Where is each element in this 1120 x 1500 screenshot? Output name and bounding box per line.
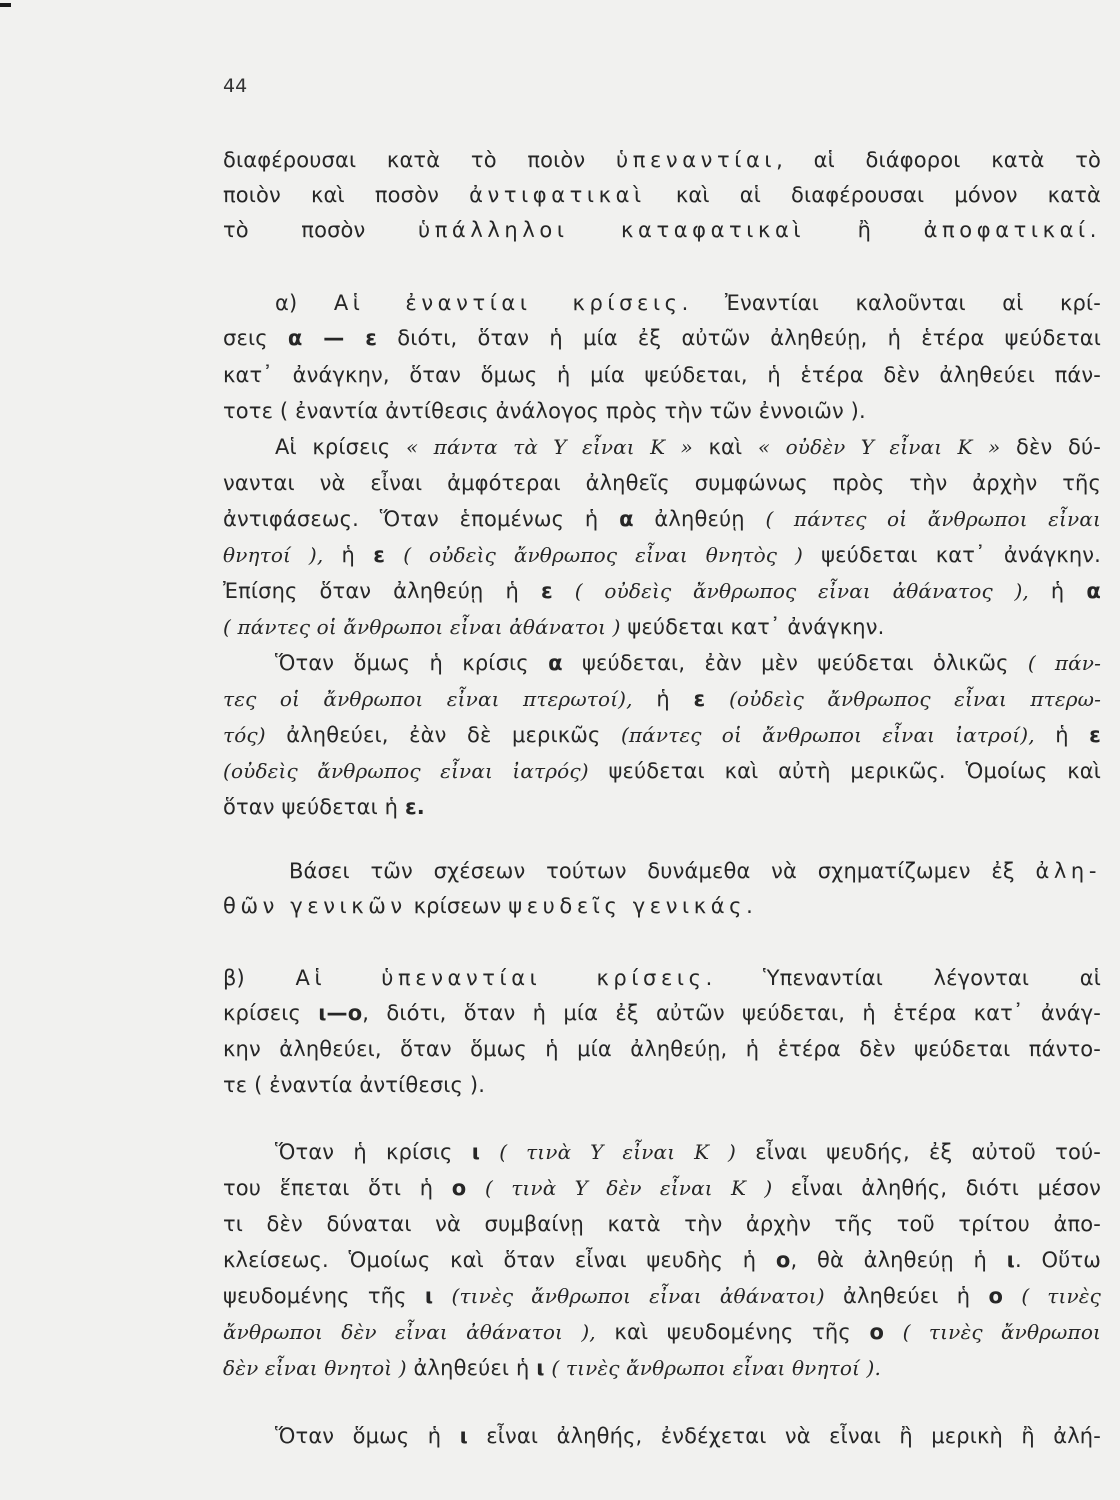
bold-letter: ε — [373, 543, 386, 567]
text-line — [223, 998, 1101, 1028]
text-run — [884, 1320, 903, 1344]
text-run: καὶ ψευδομένης τῆς — [595, 1320, 870, 1344]
text-run: ἡ — [1034, 723, 1090, 747]
page-number: 44 — [223, 75, 248, 97]
spaced-term: καταφατικαὶ — [621, 218, 806, 242]
text-run: ἀληθεύει ἡ — [406, 1356, 537, 1380]
text-run: ἡ — [323, 543, 374, 567]
text-run: ἀληθεύει ἡ — [824, 1284, 989, 1308]
text-line — [289, 856, 1101, 886]
bold-letter: α — ε — [287, 326, 378, 350]
text-run: ψεύδεται, ἐὰν μὲν ψεύδεται ὁλικῶς — [562, 651, 1028, 675]
text-line — [275, 432, 1101, 462]
bold-letter: α — [619, 507, 634, 531]
text-run: ἡ — [1028, 579, 1087, 603]
text-run: Ὅταν ὅμως ἡ κρίσις — [275, 651, 549, 675]
text-line — [223, 1070, 485, 1100]
text-line — [223, 612, 884, 642]
italic-example: (οὐδεὶς ἄνθρωπος εἶναι πτερω- — [729, 687, 1102, 711]
text-run: Ὅταν ἡ κρίσις — [275, 1140, 472, 1164]
text-line — [223, 1209, 1101, 1239]
text-line — [223, 963, 1101, 993]
text-line — [223, 180, 1101, 210]
bold-letter: ι — [1006, 1248, 1015, 1272]
italic-example: ( τινὲς ἄνθρωποι — [902, 1320, 1101, 1344]
text-run: ἀληθεύῃ — [633, 507, 766, 531]
text-run — [433, 1284, 451, 1308]
bold-letter: ε. — [404, 795, 425, 819]
italic-example: ( τινὰ Υ δὲν εἶναι Κ ) — [484, 1176, 773, 1200]
text-run — [1003, 1284, 1021, 1308]
text-line — [275, 1137, 1101, 1167]
text-run: κλείσεως. Ὁμοίως καὶ ὅταν εἶναι ψευδὴς ἡ — [223, 1248, 776, 1272]
text-run: ψεύδεται καὶ αὐτὴ μερικῶς. Ὁμοίως καὶ — [588, 759, 1101, 783]
text-line — [275, 288, 1101, 318]
text-line — [223, 1317, 1101, 1347]
italic-example: ( τινὰ Υ εἶναι Κ ) — [499, 1140, 736, 1164]
bold-letter: ι — [536, 1356, 545, 1380]
text-line — [223, 792, 425, 822]
bold-letter: α — [548, 651, 563, 675]
text-line — [223, 540, 1101, 570]
text-run: Ὅταν ὅμως ἡ — [275, 1424, 460, 1448]
italic-example: δὲν εἶναι θνητοὶ ) — [223, 1356, 407, 1380]
text-run — [480, 1140, 499, 1164]
text-run: σεις — [223, 326, 288, 350]
italic-example: (οὐδεὶς ἄνθρωπος εἶναι ἰατρός) — [223, 759, 589, 783]
italic-example: « πάντα τὰ Υ εἶναι Κ » — [405, 435, 693, 459]
text-line — [223, 1034, 1101, 1064]
text-line — [223, 468, 1101, 498]
text-run: κρίσεις — [223, 1001, 319, 1025]
italic-example: (πάντες οἱ ἄνθρωποι εἶναι ἰατροί), — [620, 723, 1035, 747]
italic-example: ( πάντες οἱ ἄνθρωποι εἶναι ἀθάνατοι ) — [223, 615, 621, 639]
text-run: ψευδομένης τῆς — [223, 1284, 425, 1308]
italic-example: θνητοί ), — [223, 543, 324, 567]
text-run: Ἐπίσης ὅταν ἀληθεύῃ ἡ — [223, 579, 541, 603]
text-run: διότι, ὅταν ἡ μία ἐξ αὐτῶν ἀληθεύῃ, ἡ ἑτέρα ψεύδεται — [377, 326, 1102, 350]
bold-letter: ι — [424, 1284, 434, 1308]
italic-example: ( πάντες οἱ ἄνθρωποι εἶναι — [765, 507, 1101, 531]
text-run: εἶναι ψευδής, ἐξ αὐτοῦ τού- — [736, 1140, 1101, 1164]
text-line — [223, 1281, 1101, 1311]
text-run: τι δὲν δύναται νὰ συμβαίνῃ κατὰ τὴν ἀρχὴν τῆς τοῦ τρίτου ἀπο- — [223, 1212, 1101, 1236]
text-line — [223, 1245, 1101, 1275]
text-run: ὅταν ψεύδεται ἡ — [223, 795, 405, 819]
bold-letter: ε — [693, 687, 706, 711]
text-line — [223, 504, 1101, 534]
text-line — [223, 576, 1101, 606]
bold-letter: ι—ο — [318, 1001, 363, 1025]
bold-letter: ε — [540, 579, 553, 603]
bold-letter: ο — [451, 1176, 467, 1200]
text-run — [553, 579, 575, 603]
italic-example: ( οὐδεὶς ἄνθρωπος εἶναι ἀθάνατος ), — [574, 579, 1029, 603]
italic-example: ( πάν- — [1027, 651, 1102, 675]
italic-example: τός) — [223, 723, 266, 747]
spaced-term: θῶν γενικῶν — [223, 894, 407, 918]
text-run: κατ᾽ ἀνάγκην, ὅταν ὅμως ἡ μία ψεύδεται, ἡ ἑτέρα δὲν ἀληθεύει πάν- — [223, 363, 1101, 387]
italic-example: (τινὲς ἄνθρωποι εἶναι ἀθάνατοι) — [451, 1284, 825, 1308]
italic-example: ( τινὲς — [1021, 1284, 1102, 1308]
bold-letter: ι — [471, 1140, 481, 1164]
text-line — [275, 1421, 1101, 1451]
text-line — [223, 756, 1101, 786]
italic-example: ( οὐδεὶς ἄνθρωπος εἶναι θνητὸς ) — [403, 543, 803, 567]
text-run: του ἕπεται ὅτι ἡ — [223, 1176, 452, 1200]
scan-edge-mark — [0, 3, 11, 7]
spaced-term: ὑπεναντίαι — [615, 148, 777, 172]
spaced-term: Αἱ ὑπεναντίαι κρίσεις — [295, 966, 706, 990]
text-line — [223, 396, 866, 426]
text-line — [223, 891, 757, 921]
text-run — [385, 543, 403, 567]
text-line — [223, 323, 1101, 353]
text-run: δὲν δύ- — [1000, 435, 1101, 459]
bold-letter: ε — [1089, 723, 1101, 747]
text-run: νανται νὰ εἶναι ἀμφότεραι ἀληθεῖς συμφώνως πρὸς τὴν ἀρχὴν τῆς — [223, 471, 1101, 495]
spaced-term: ἀντιφατικαὶ — [469, 183, 646, 207]
text-run — [569, 218, 622, 242]
text-run: τοτε ( ἐναντία ἀντίθεσις ἀνάλογος πρὸς τὴν τῶν ἐννοιῶν ). — [223, 399, 866, 423]
text-run: . Ὑπεναντίαι λέγονται αἱ — [705, 966, 1101, 990]
text-run: ἢ — [805, 218, 924, 242]
bold-letter: ο — [869, 1320, 885, 1344]
text-run: τὸ ποσὸν — [223, 218, 418, 242]
text-run: ψεύδεται κατ᾽ ἀνάγκην. — [802, 543, 1101, 567]
text-run: κρίσεων — [406, 894, 509, 918]
text-run: τε ( ἐναντία ἀντίθεσις ). — [223, 1073, 486, 1097]
text-run: , διότι, ὅταν ἡ μία ἐξ αὐτῶν ψεύδεται, ἡ ἑτέρα κατ᾽ ἀνάγ- — [362, 1001, 1102, 1025]
text-line — [223, 215, 1101, 245]
text-run: εἶναι ἀληθής, διότι μέσον — [772, 1176, 1102, 1200]
spaced-term: ὑπάλληλοι — [417, 218, 569, 242]
bold-letter: α — [1086, 579, 1101, 603]
text-line — [223, 145, 1101, 175]
text-run: . Οὕτω — [1015, 1248, 1101, 1272]
text-run: ἡ — [632, 687, 694, 711]
spaced-term: ψευδεῖς γενικάς. — [508, 894, 758, 918]
bold-letter: ι — [459, 1424, 468, 1448]
text-line — [223, 720, 1101, 750]
text-line — [223, 684, 1101, 714]
text-run: α) — [275, 291, 334, 315]
italic-example: « οὐδὲν Υ εἶναι Κ » — [757, 435, 1001, 459]
italic-example: ( τινὲς ἄνθρωποι εἶναι θνητοί ). — [551, 1356, 881, 1380]
italic-example: ἄνθρωποι δὲν εἶναι ἀθάνατοι ), — [223, 1320, 596, 1344]
text-run: ποιὸν καὶ ποσὸν — [223, 183, 470, 207]
text-run — [705, 687, 729, 711]
text-line — [275, 648, 1101, 678]
text-run: Βάσει τῶν σχέσεων τούτων δυνάμεθα νὰ σχηματίζωμεν ἐξ — [289, 859, 1036, 883]
text-line — [223, 360, 1101, 390]
text-run: εἶναι ἀληθής, ἐνδέχεται νὰ εἶναι ἢ μερικὴ ἢ ἀλή- — [467, 1424, 1101, 1448]
spaced-term: ἀποφατικαί. — [923, 218, 1101, 242]
text-run: β) — [223, 966, 296, 990]
text-run: διαφέρουσαι κατὰ τὸ ποιὸν — [223, 148, 616, 172]
text-run: καὶ αἱ διαφέρουσαι μόνον κατὰ — [645, 183, 1101, 207]
text-run: Αἱ κρίσεις — [275, 435, 406, 459]
text-run: , θὰ ἀληθεύῃ ἡ — [790, 1248, 1007, 1272]
text-run: ψεύδεται κατ᾽ ἀνάγκην. — [620, 615, 885, 639]
text-run: ἀληθεύει, ἐὰν δὲ μερικῶς — [265, 723, 621, 747]
italic-example: τες οἱ ἄνθρωποι εἶναι πτερωτοί), — [223, 687, 633, 711]
bold-letter: ο — [988, 1284, 1004, 1308]
bold-letter: ο — [775, 1248, 791, 1272]
text-run: καὶ — [692, 435, 758, 459]
text-run: ἀντιφάσεως. Ὅταν ἑπομένως ἡ — [223, 507, 620, 531]
text-run: κην ἀληθεύει, ὅταν ὅμως ἡ μία ἀληθεύῃ, ἡ ἑτέρα δὲν ψεύδεται πάντο- — [223, 1037, 1101, 1061]
text-run — [466, 1176, 485, 1200]
text-run: . Ἐναντίαι καλοῦνται αἱ κρί- — [681, 291, 1101, 315]
text-line — [223, 1173, 1101, 1203]
spaced-term: Αἱ ἐναντίαι κρίσεις — [333, 291, 682, 315]
spaced-term: ἀλη- — [1035, 859, 1101, 883]
text-run: , αἱ διάφοροι κατὰ τὸ — [776, 148, 1101, 172]
text-line — [223, 1353, 881, 1383]
